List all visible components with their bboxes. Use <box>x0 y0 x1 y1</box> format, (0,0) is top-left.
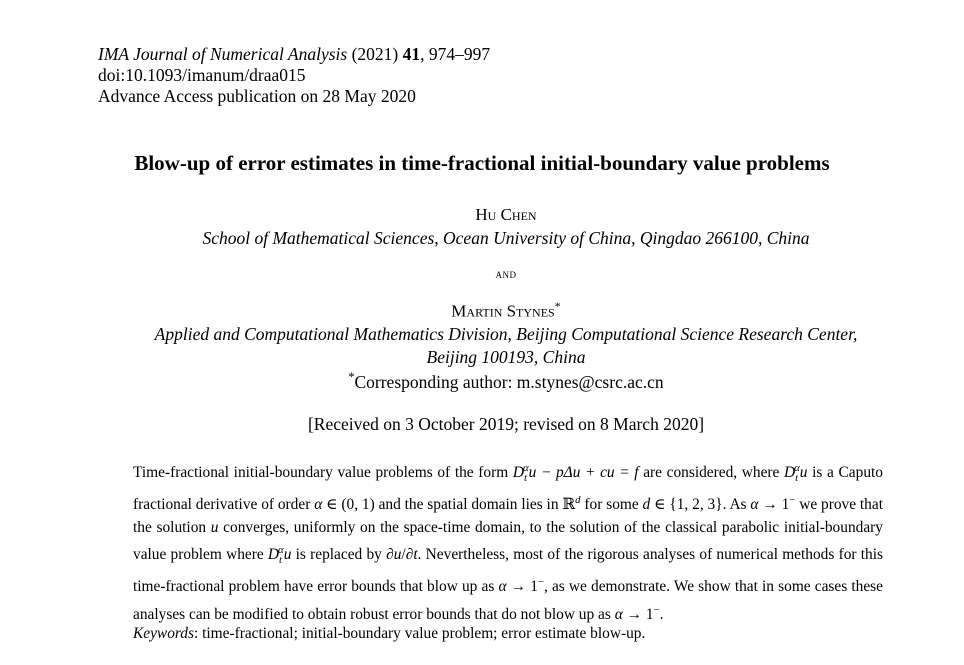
author-1-affiliation: School of Mathematical Sciences, Ocean University of China, Qingdao 266100, China <box>202 228 810 248</box>
author-2-name: Martin Stynes <box>451 301 555 321</box>
corresponding-marker: * <box>554 299 561 313</box>
received-dates: [Received on 3 October 2019; revised on 8 March 2020] <box>307 414 705 434</box>
author-2 <box>0 299 964 322</box>
journal-name: IMA Journal of Numerical Analysis <box>98 44 348 64</box>
keywords <box>133 625 645 643</box>
doi: doi:10.1093/imanum/draa015 <box>98 65 306 85</box>
journal-pages: , 974–997 <box>420 44 491 64</box>
paper-title: Blow-up of error estimates in time-fractional initial-boundary value problems <box>134 151 830 175</box>
journal-volume: 41 <box>402 44 421 64</box>
corresponding-author: *Corresponding author: m.stynes@csrc.ac.cn <box>348 370 664 392</box>
author-separator: and <box>495 266 517 281</box>
journal-citation <box>98 44 490 107</box>
corresponding-email: Corresponding author: m.stynes@csrc.ac.cn <box>354 371 664 392</box>
advance-access: Advance Access publication on 28 May 2020 <box>98 86 416 106</box>
abstract: Time-fractional initial-boundary value problems of the form $D_t^\alpha u - p\Delta u$ + cu = f are considered, where $D_t^\alpha u$ is a Caputo fractional derivative of order α ∈ (0, 1) and the spatial domain lies in ℝ$^d$ for some d ∈ {1, 2, 3}. As α → 1− we prove that the solution u converges, uniformly on the space-time domain, to the solution of the classical parabolic initial-boundary value problem where $D_t^\alpha u$ is replaced by ∂u/∂t. Nevertheless, most of the rigorous analyses of numerical methods for this time-fractional problem have error bounds that blow up as α → 1−, as we demonstrate. We show that in some cases these analyses can be modified to obtain robust error bounds that do not blow up as α → 1−. <box>133 462 883 623</box>
keywords-label: Keywords <box>133 625 194 642</box>
author-2-affiliation-line2: Beijing 100193, China <box>426 347 586 367</box>
author-1-name: Hu Chen <box>475 205 537 224</box>
author-2-affiliation-line1: Applied and Computational Mathematics Division, Beijing Computational Science Research Center, <box>154 324 858 344</box>
keywords-text: : time-fractional; initial-boundary value problem; error estimate blow-up. <box>194 625 646 642</box>
journal-year: (2021) <box>351 44 399 64</box>
